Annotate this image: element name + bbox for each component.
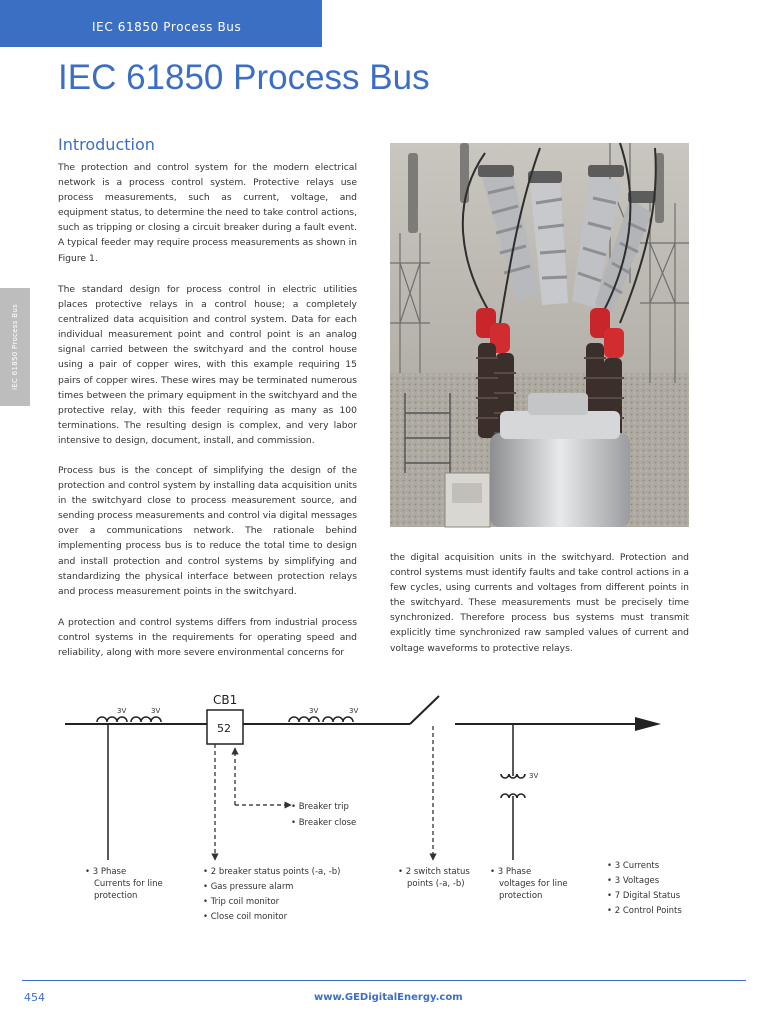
footer-rule — [22, 980, 746, 981]
paragraph-standard-design: The standard design for process control in electric utilities places protective relays in a control house; a completely centralized data acquisition and control system. Data for each individual measurement point and control point is an analog signal carried between the switchyard and the control house using a pair of copper wires, with this example requiring 15 pairs of copper wires. These wires may be terminated numerous times between the primary equipment in the switchyard and the protective relay, with this feeder requiring as many as 100 terminations. The resulting design is complex, and very labor intensive to design, document, install, and commission. — [58, 284, 357, 446]
paragraph-process-bus: Process bus is the concept of simplifying the design of the protection and control system by installing data acquisition units in the switchyard close to process measurement source, and sending process measurements and control via digital messages over a communications network. The rationale behind implementing process bus is to reduce the total time to design and install protection and control systems by simplifying and standardizing the physical interface between protection relays and process measurement points in the switchyard. — [58, 465, 357, 597]
header-tab — [0, 0, 322, 47]
switch-group-line-2: points (-a, -b) — [407, 879, 465, 889]
side-tab — [0, 288, 30, 406]
paragraph-intro: The protection and control system for the modern electrical network is a process control system. Protective relays use process measurements, such as current, voltage, and equipment status, to determine the need to take control actions, such as tripping or closing a circuit breaker during a fault event. A typical feeder may require process measurements as shown in Figure 1. — [58, 162, 357, 264]
summary-item-3: • 7 Digital Status — [607, 891, 681, 901]
summary-item-1: • 3 Currents — [607, 861, 660, 871]
breaker-group-item-3: • Trip coil monitor — [203, 897, 280, 907]
breaker-command-1: • Breaker trip — [291, 802, 349, 812]
line-arrow-head — [635, 717, 661, 731]
footer-url-link[interactable]: www.GEDigitalEnergy.com — [314, 992, 463, 1003]
breaker-command-2: • Breaker close — [291, 818, 357, 828]
breaker-number: 52 — [217, 722, 231, 735]
page-number: 454 — [24, 991, 45, 1004]
breaker-group-item-1: • 2 breaker status points (-a, -b) — [203, 867, 341, 877]
current-group-line-1: • 3 Phase — [85, 867, 127, 877]
voltage-group-line-1: • 3 Phase — [490, 867, 532, 877]
ct-label-left-2: 3V — [151, 707, 161, 715]
single-line-diagram — [55, 688, 682, 938]
current-group-line-3: protection — [94, 891, 138, 901]
ct-coil-left-2 — [131, 717, 161, 722]
paragraph-continued: the digital acquisition units in the switchyard. Protection and control systems must identify faults and take control actions in a few cycles, using currents and voltages from different points in the switchyard. These measurements must be precisely time synchronized. Therefore process bus systems must transmit explicitly time synchronized raw sampled values of current and voltage waveforms to protective relays. — [390, 552, 689, 654]
ct-label-left-1: 3V — [117, 707, 127, 715]
substation-photo — [390, 143, 689, 527]
switch-group-line-1: • 2 switch status — [398, 867, 470, 877]
ct-coil-right-1 — [289, 717, 319, 722]
breaker-group-item-4: • Close coil monitor — [203, 912, 288, 922]
page-title: IEC 61850 Process Bus — [58, 58, 430, 97]
breaker-label: CB1 — [213, 693, 238, 707]
ct-label-right-1: 3V — [309, 707, 319, 715]
ct-coil-left-1 — [97, 717, 127, 722]
disconnect-switch-blade — [410, 696, 439, 724]
ct-coil-right-2 — [323, 717, 353, 722]
paragraph-requirements: A protection and control systems differs from industrial process control systems in the requirements for operating speed and reliability, along with more severe environmental concerns for — [58, 617, 357, 659]
voltage-group-line-2: voltages for line — [499, 879, 568, 889]
ct-label-right-2: 3V — [349, 707, 359, 715]
section-heading: Introduction — [58, 135, 155, 154]
voltage-group-line-3: protection — [499, 891, 543, 901]
current-group-line-2: Currents for line — [94, 879, 163, 889]
breaker-group-item-2: • Gas pressure alarm — [203, 882, 294, 892]
summary-item-2: • 3 Voltages — [607, 876, 660, 886]
header-tab-label: IEC 61850 Process Bus — [92, 20, 242, 34]
pt-label: 3V — [529, 772, 539, 780]
summary-item-4: • 2 Control Points — [607, 906, 682, 916]
side-tab-label: IEC 61850 Process Bus — [11, 303, 19, 391]
